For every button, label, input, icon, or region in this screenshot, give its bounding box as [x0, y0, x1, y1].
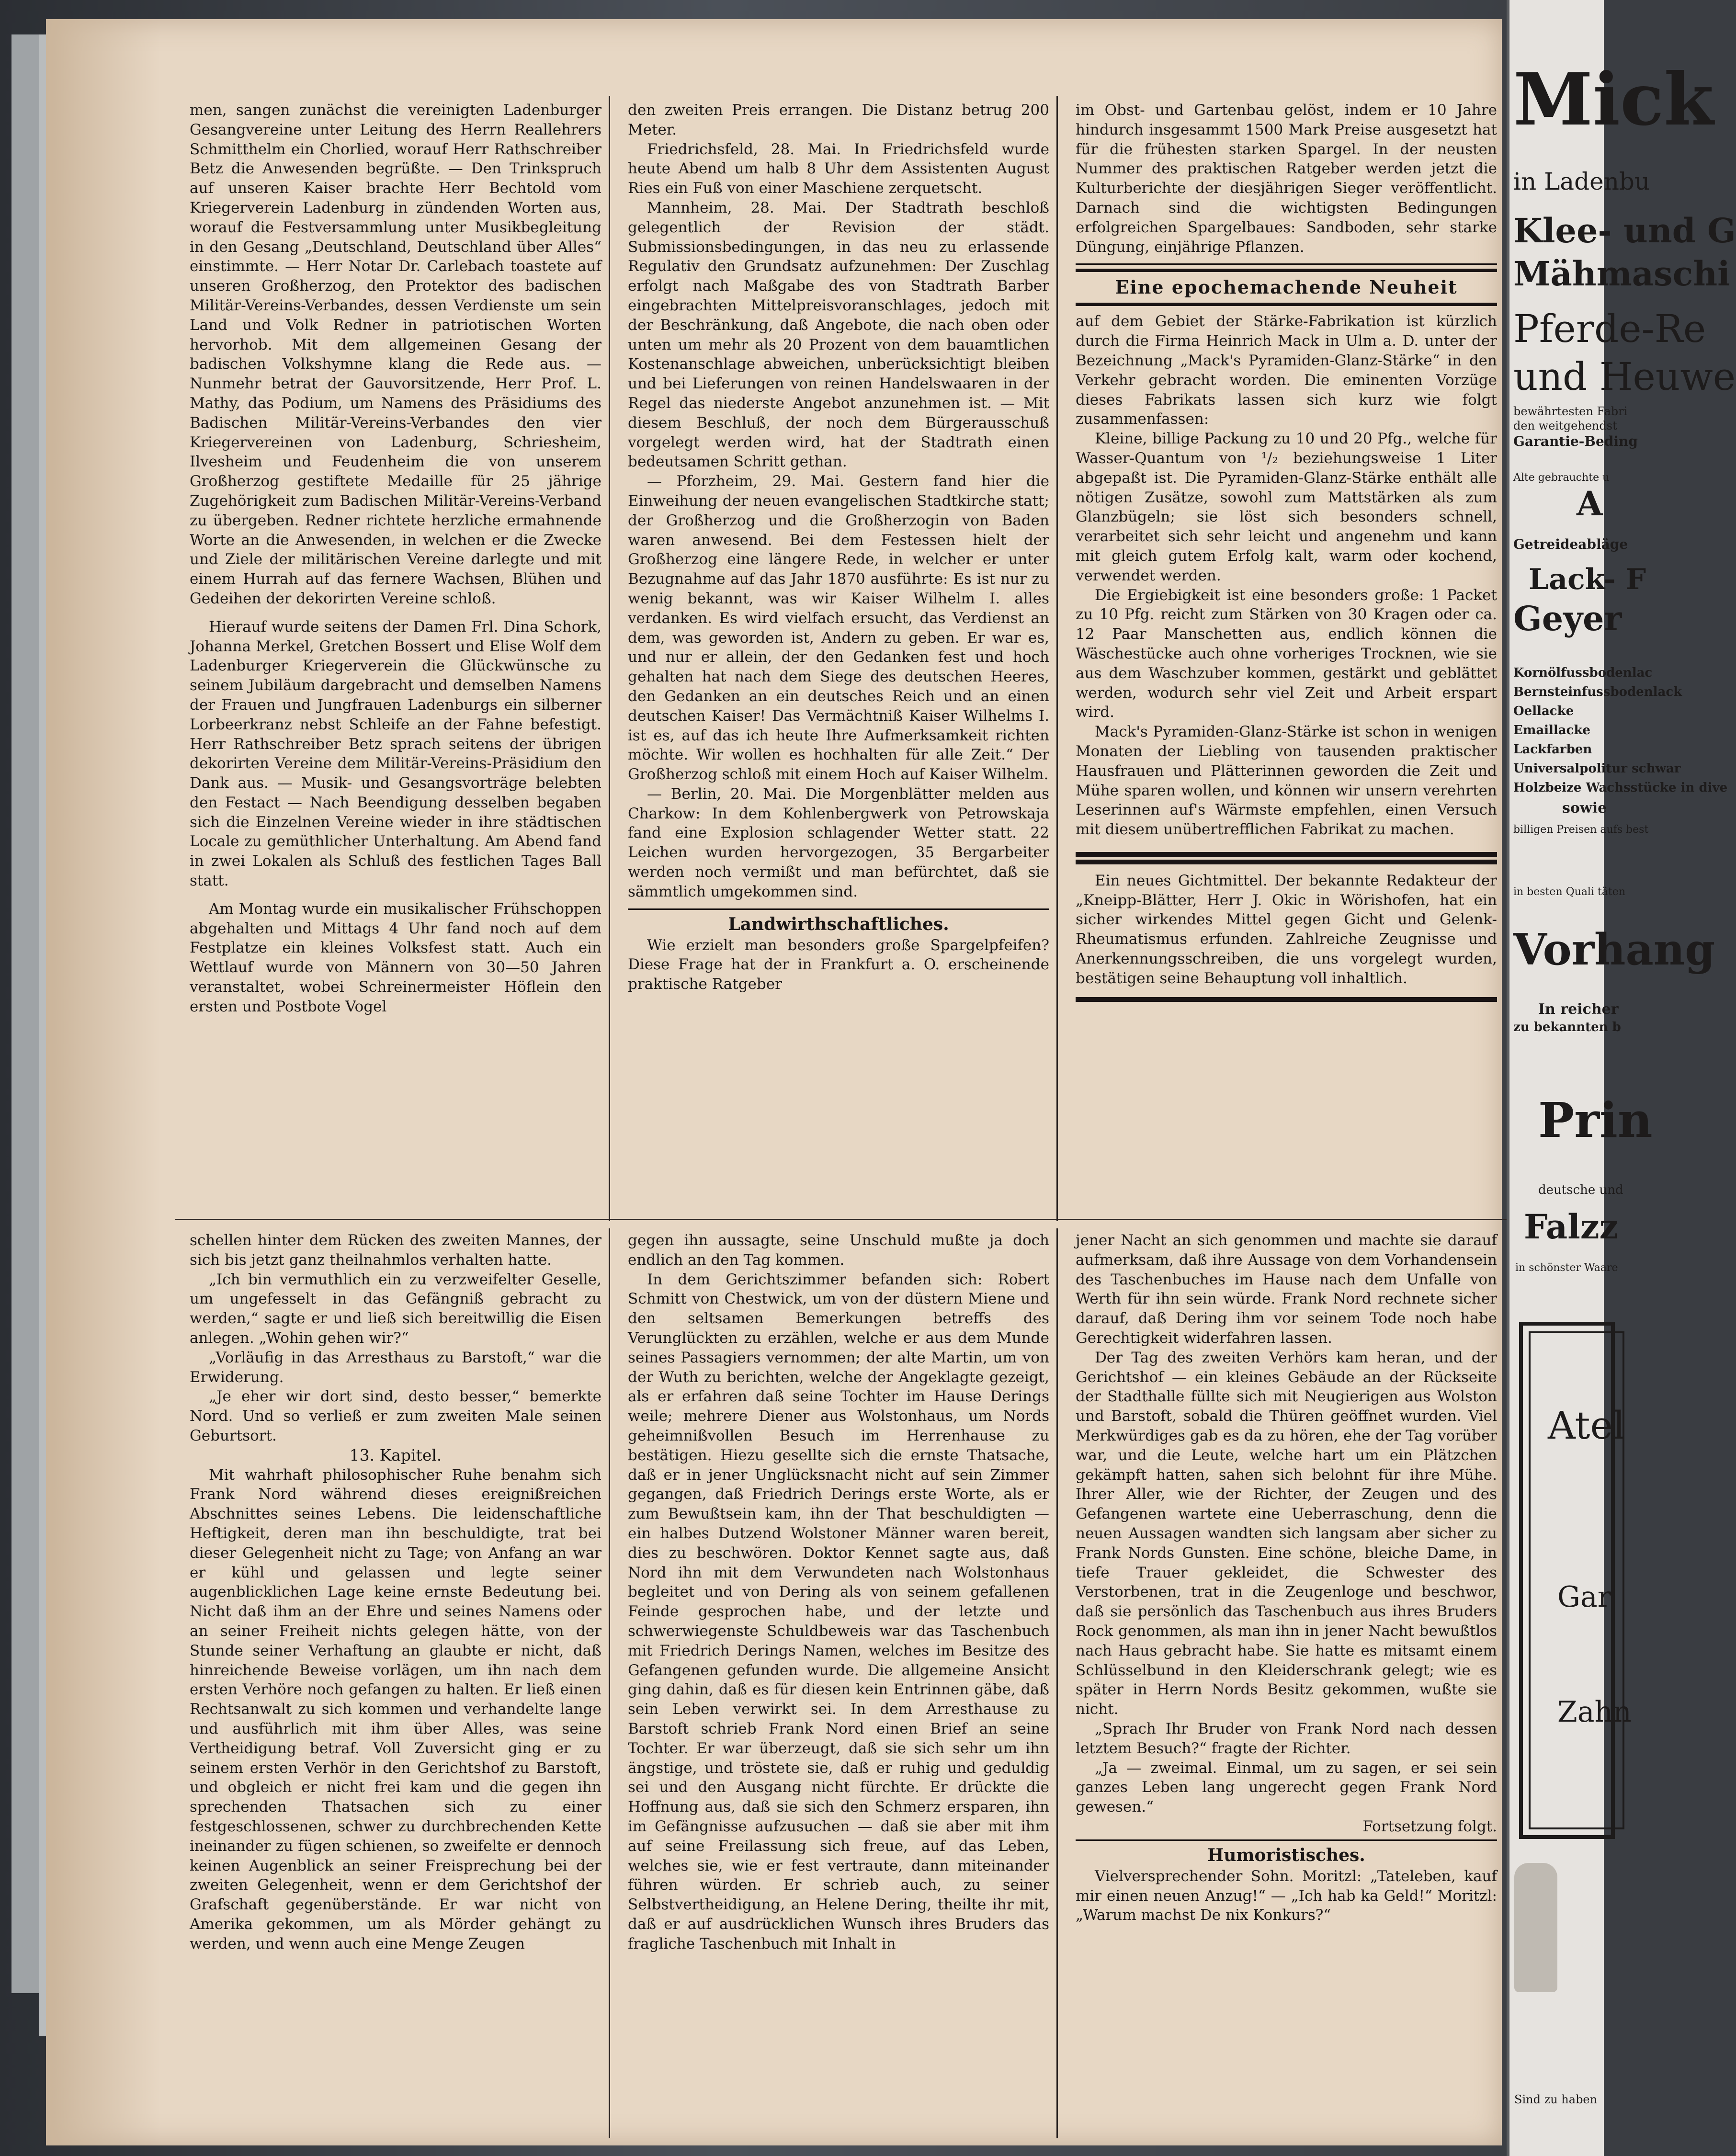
ad-line: Bernsteinfussbodenlack: [1513, 685, 1682, 699]
lower-column-1: [190, 1231, 601, 2131]
column-rule: [1056, 1228, 1058, 2138]
ad-line: Mähmaschi: [1513, 254, 1730, 294]
paragraph: schellen hinter dem Rücken des zweiten Mannes, der sich bis jetzt ganz theilnahmlos verhalten hatte.: [190, 1232, 601, 1269]
ad-line: Vorhang: [1513, 924, 1715, 975]
corset-illustration: [1514, 1863, 1557, 1992]
paragraph: „Ja — zweimal. Einmal, um zu sagen, er sei sein ganzes Leben lang ungerecht gegen Frank Nord gewesen.“: [1076, 1759, 1497, 1816]
ad-line: deutsche und: [1538, 1183, 1623, 1197]
chapter-heading: 13. Kapitel.: [349, 1445, 442, 1464]
advert-heading: Eine epochemachende Neuheit: [1076, 269, 1497, 306]
ad-line: Gar: [1557, 1580, 1611, 1614]
thick-rule: [1076, 997, 1497, 1002]
section-heading-humor: Humoristisches.: [1207, 1845, 1365, 1865]
ad-line: Sind zu haben: [1514, 2093, 1598, 2106]
ad-line: Zahn: [1557, 1695, 1632, 1729]
advert-text: auf dem Gebiet der Stärke-Fabrikation ist kürzlich durch die Firma Heinrich Mack in Ulm a. D. unter der Bezeichnung „Mack's Pyramiden-Glanz-Stärke“ in den Verkehr gebracht worden. Die eminenten Vorzüge dieses Fabrikats lassen sich kurz wie folgt zusammenfassen:: [1076, 313, 1497, 428]
ad-line: Lack- F: [1529, 563, 1646, 596]
upper-column-3: [1076, 101, 1497, 1219]
ad-line: und Heuwe: [1513, 354, 1736, 399]
ad-line: Holzbeize Wachsstücke in dive: [1513, 781, 1728, 795]
news-item: Mannheim, 28. Mai. Der Stadtrath beschloß gelegentlich der Revision der städt. Submissionsbedingungen, in das neu zu erlassende Regulativ den Grundsatz aufzunehmen: Der Zuschlag erfolgt nach Maßgabe des von Stadtrath Barber eingebrachten Mittelpreisvoranschlages, jedoch mit der Beschränkung, daß Angebote, die nach oben oder unten um mehr als 20 Prozent von dem bauamtlichen Kostenanschlage abweichen, unberücksichtigt bleiben und bei Lieferungen von reinen Handelswaaren in der Regel das niederste Angebot anzunehmen ist. — Mit diesem Beschluß, der noch dem Bürgerausschuß vorgelegt werden wird, hat der Stadtrath einen bedeutsamen Schritt gethan.: [628, 199, 1049, 471]
ad-line: Falzz: [1524, 1207, 1619, 1247]
paragraph: In dem Gerichtszimmer befanden sich: Robert Schmitt von Chestwick, um von der düstern Miene und den seltsamen Bemerkungen betreffs des Verunglückten zu erzählen, welche er aus dem Munde seines Passagiers vernommen; der alte Martin, um von der Wuth zu berichten, welche der Angeklagte gezeigt, als er erfahren daß seine Tochter im Hause Derings weile; mehrere Diener aus Wolstonhaus, um Nords geheimnißvollen Besuch im Herrenhause zu bestätigen. Hiezu gesellte sich die ernste Thatsache, daß er in jener Unglücksnacht nicht auf sein Zimmer gegangen, daß Friedrich Derings erste Worte, als er zum Bewußtsein kam, ihn der That beschuldigten — ein halbes Dutzend Wolstoner Männer waren bereit, dies zu beschwören. Doktor Kennet sagte aus, daß Nord ihn mit dem Verwundeten nach Wolstonhaus begleitet und von Dering als von seinem gefallenen Feinde gesprochen habe, und der letzte und schwerwiegenste Schuldbeweis war das Taschenbuch mit Friedrich Derings Namen, welches im Besitze des Gefangenen gefunden wurde. Die allgemeine Ansicht ging dahin, daß es für diesen kein Entrinnen gäbe, daß sein Leben verwirkt sei. In dem Arresthause zu Barstoft schrieb Frank Nord einen Brief an seine Tochter. Er war überzeugt, daß sie sich sehr um ihn ängstige, und tröstete sie, daß er ruhig und geduldig sei und den Ausgang nicht fürchte. Er drückte die Hoffnung aus, daß sie sich den Schmerz ersparen, ihn im Gefängnisse aufzusuchen — daß sie aber mit ihm auf seine Freilassung sich freue, auf das Leben, welches sie, wie er fest vertraute, dann miteinander führen würden. Er schrieb auch, zu seiner Selbstvertheidigung, an Helene Dering, theilte ihr mit, daß er auf ausdrücklichen Wunsch ihres Bruders das fragliche Taschenbuch mit Inhalt in: [628, 1271, 1049, 1952]
lower-column-2: [628, 1231, 1049, 2131]
ad-line: in schönster Waare: [1515, 1262, 1618, 1274]
rule: [628, 908, 1049, 910]
paragraph: im Obst- und Gartenbau gelöst, indem er 10 Jahre hindurch insgesammt 1500 Mark Preise ausgesetzt hat für die frühesten starken Spargel. In der neusten Nummer des praktischen Ratgeber werden jetzt die Kulturberichte der diesjährigen Sieger veröffentlicht. Darnach sind die wichtigsten Bedingungen erfolgreichen Spargelbaues: Sandboden, sehr starke Düngung, einjährige Pflanzen.: [1076, 102, 1497, 256]
binding-strip: [11, 34, 41, 1993]
news-item: Friedrichsfeld, 28. Mai. In Friedrichsfeld wurde heute Abend um halb 8 Uhr dem Assistenten August Ries ein Fuß von einer Maschiene zerquetscht.: [628, 140, 1049, 197]
column-rule: [1056, 96, 1058, 1221]
paragraph: den zweiten Preis errangen. Die Distanz betrug 200 Meter.: [628, 102, 1049, 138]
newspaper-page: [46, 19, 1502, 2145]
paragraph: Wie erzielt man besonders große Spargelpfeifen? Diese Frage hat der in Frankfurt a. O. erscheinende praktische Ratgeber: [628, 936, 1049, 993]
ad-title: Mick: [1513, 57, 1714, 142]
ad-line: in Ladenbu: [1513, 168, 1650, 195]
ad-line: Universalpolitur schwar: [1513, 761, 1681, 776]
ad-line: Pferde-Re: [1513, 306, 1706, 351]
paragraph: gegen ihn aussagte, seine Unschuld mußte ja doch endlich an den Tag kommen.: [628, 1232, 1049, 1269]
advert-text: Ein neues Gichtmittel. Der bekannte Redakteur der „Kneipp-Blätter, Herr J. Okic in Wörishofen, hat ein sicher wirkendes Mittel gegen Gicht und Gelenk-Rheumatismus erfunden. Zahlreiche Zeugnisse und Anerkennungsschreiben, die uns vorgelegt wurden, bestätigen seine Behauptung voll inhaltlich.: [1076, 872, 1497, 987]
adjacent-page-edge: [1507, 0, 1736, 2156]
ad-line: Alte gebrauchte u: [1513, 472, 1610, 484]
ad-line: zu bekannten b: [1513, 1020, 1621, 1034]
paragraph: men, sangen zunächst die vereinigten Ladenburger Gesangvereine unter Leitung des Herrn Reallehrers Schmitthelm ein Chorlied, worauf Herr Rathschreiber Betz die Anwesenden begrüßte. — Den Trinkspruch auf unseren Kaiser brachte Herr Bechtold vom Kriegerverein Ladenburg in zündenden Worten aus, worauf die Festversammlung unter Musikbegleitung in den Gesang „Deutschland, Deutschland über Alles“ einstimmte. — Herr Notar Dr. Carlebach toastete auf unseren Großherzog, den Protektor des badischen Militär-Vereins-Verbandes, dessen Verdienste um sein Land und Volk Redner in patriotischen Worten hervorhob. Mit dem allgemeinen Gesang der badischen Volkshymne klang die Rede aus. — Nunmehr betrat der Gauvorsitzende, Herr Prof. L. Mathy, das Podium, um Namens des Präsidiums des Badischen Militär-Vereins-Verbandes den vier Kriegervereinen von Ladenburg, Schriesheim, Ilvesheim und Feudenheim die von unserem Großherzog gestiftete Medaille für 25 jährige Zugehörigkeit zum Badischen Militär-Vereins-Verband zu übergeben. Redner richtete herzliche ermahnende Worte an die Anwesenden, in welchen er die Zwecke und Ziele der militärischen Vereine darlegte und mit einem Hurrah auf das fernere Wachsen, Blühen und Gedeihen der dekorirten Vereine schloß.: [190, 102, 601, 607]
ad-line: Lackfarben: [1513, 742, 1592, 757]
rule: [1076, 263, 1497, 265]
news-item: — Berlin, 20. Mai. Die Morgenblätter melden aus Charkow: In dem Kohlenbergwerk von Petrowskaja fand eine Explosion schlagender Wetter statt. 22 Leichen wurden hervorgezogen, 35 Bergarbeiter werden noch vermißt und man befürchtet, daß sie sämmtlich umgekommen sind.: [628, 785, 1049, 900]
paragraph: Vielversprechender Sohn. Moritzl: „Tateleben, kauf mir einen neuen Anzug!“ — „Ich hab ka Geld!“ Moritzl: „Warum machst De nix Konkurs?“: [1076, 1867, 1497, 1924]
thick-rule: [1076, 852, 1497, 857]
ad-line: sowie: [1562, 800, 1607, 817]
ad-line: Atel: [1548, 1403, 1625, 1448]
advert-text: Kleine, billige Packung zu 10 und 20 Pfg., welche für Wasser-Quantum von ¹/₂ beziehungsweise 1 Liter abgepaßt ist. Die Pyramiden-Glanz-Stärke enthält alle nötigen Zusätze, sowohl zum Mattstärken als zum Glanzbügeln; sie löst sich besonders schnell, verarbeitet sich sehr leicht und angenehm und kann mit gleich gutem Erfolg kalt, warm oder kochend, verwendet werden.: [1076, 430, 1497, 584]
paragraph: Der Tag des zweiten Verhörs kam heran, und der Gerichtshof — ein kleines Gebäude an der Rückseite der Stadthalle füllte sich mit Neugierigen aus Wolston und Barstoft, sobald die Thüren geöffnet wurden. Viel Merkwürdiges gab es da zu hören, ehe der Tag vorüber war, und die Leute, welche hart um ein Plätzchen gekämpft hatten, sahen sich belohnt für ihre Mühe. Ihrer Aller, wie der Richter, der Zeugen und des Gefangenen wartete eine Ueberraschung, denn die neuen Aussagen wandten sich langsam aber sicher zu Frank Nords Gunsten. Eine schöne, bleiche Dame, in tiefe Trauer gekleidet, die Schwester des Verstorbenen, trat in die Zeugenloge und beschwor, daß sie persönlich das Taschenbuch aus ihres Bruders Rock genommen, als man ihn in jener Nacht bewußtlos nach Haus gebracht habe. Sie hatte es mitsamt einem Schlüsselbund in den Kleiderschrank gelegt; wie es später in Herrn Nords Besitz gekommen, wußte sie nicht.: [1076, 1349, 1497, 1718]
paragraph: Mit wahrhaft philosophischer Ruhe benahm sich Frank Nord während dieses ereignißreichen Abschnittes seines Lebens. Die leidenschaftliche Heftigkeit, deren man ihn beschuldigte, trat bei dieser Gelegenheit nicht zu Tage; von Anfang an war er kühl und gelassen und legte seiner augenblicklichen Lage keine ernste Bedeutung bei. Nicht daß ihm an der Ehre und seines Namens oder an seiner Freiheit nichts gelegen hätte, von der Stunde seiner Verhaftung an glaubte er nicht, daß hinreichende Beweise vorlägen, um ihn nach dem ersten Verhöre noch gefangen zu halten. Er ließ einen Rechtsanwalt zu sich kommen und verhandelte lange und ausführlich mit ihm über Alles, was seine Vertheidigung betraf. Voll Zuversicht ging er zu seinem ersten Verhör in den Gerichtshof zu Barstoft, und obgleich er nicht frei kam und die gegen ihn sprechenden Thatsachen sich zu einer festgeschlossenen, schwer zu durchbrechenden Kette ineinander zu fügen schienen, so zweifelte er dennoch keinen Augenblick an seiner Freisprechung bei der zweiten Gelegenheit, wenn er dem Gerichtshof der Grafschaft gegenüberstände. Er war nicht von Amerika gekommen, um als Mörder gehängt zu werden, und wenn auch eine Menge Zeugen: [190, 1466, 601, 1952]
news-item: — Pforzheim, 29. Mai. Gestern fand hier die Einweihung der neuen evangelischen Stadtkirche statt; der Großherzog und die Großherzogin von Baden waren anwesend. Bei dem Festessen hielt der Großherzog eine längere Rede, in welcher er unter Bezugnahme auf das Jahr 1870 ausführte: Es ist nur zu wenig bekannt, was wir Kaiser Wilhelm I. alles verdanken. Es wird vielfach ersucht, das Verdienst an dem, was geworden ist, Andern zu geben. Er war es, und nur er allein, der den Gedanken fest und hoch gehalten hat nach dem Siege des deutschen Heeres, den Gedanken an ein deutsches Reich und an einen deutschen Kaiser! Das Vermächtniß Kaiser Wilhelms I. ist es, auf das ich heute Ihre Aufmerksamkeit richten möchte. Wir wollen es hochhalten für alle Zeit.“ Der Großherzog schloß mit einem Hoch auf Kaiser Wilhelm.: [628, 473, 1049, 783]
ad-line: Getreideabläge: [1513, 536, 1628, 552]
column-rule: [609, 1228, 610, 2138]
paragraph: jener Nacht an sich genommen und machte sie darauf aufmerksam, daß ihre Aussage von dem Vorhandensein des Taschenbuches im Hause nach dem Unfalle von Werth für ihn sein würde. Frank Nord rechnete sicher darauf, daß Dering ihm vor seinem Tode noch habe Gerechtigkeit widerfahren lassen.: [1076, 1232, 1497, 1347]
ad-line: Emaillacke: [1513, 723, 1591, 738]
column-rule: [609, 96, 610, 1221]
rule: [1076, 1839, 1497, 1841]
upper-column-2: [628, 101, 1049, 1219]
ad-line: Geyer: [1513, 599, 1622, 638]
continuation-note: Fortsetzung folgt.: [1362, 1817, 1497, 1835]
paragraph: Hierauf wurde seitens der Damen Frl. Dina Schork, Johanna Merkel, Gretchen Bossert und Elise Wolf dem Ladenburger Kriegerverein die Glückwünsche zu seinem Jubiläum dargebracht und demselben Namens der Frauen und Jungfrauen Ladenburgs ein silberner Lorbeerkranz nebst Schleife an der Fahne befestigt. Herr Rathschreiber Betz sprach seitens der übrigen dekorirten Vereine dem Militär-Vereins-Präsidium den Dank aus. — Musik- und Gesangsvorträge belebten den Festact — Nach Beendigung desselben begaben sich die Einzelnen Vereine wieder in ihre städtischen Locale zu gemüthlicher Unterhaltung. Am Abend fand in zwei Lokalen als Schluß des festlichen Tages Ball statt.: [190, 618, 601, 890]
ad-line: Klee- und G: [1513, 211, 1736, 250]
paragraph: „Vorläufig in das Arresthaus zu Barstoft,“ war die Erwiderung.: [190, 1349, 601, 1386]
section-heading-landwirthschaft: Landwirthschaftliches.: [728, 914, 949, 934]
ad-line: In reicher: [1538, 1001, 1619, 1018]
paragraph: „Sprach Ihr Bruder von Frank Nord nach dessen letztem Besuch?“ fragte der Richter.: [1076, 1720, 1497, 1757]
ad-line: in besten Quali täten: [1513, 886, 1625, 898]
upper-column-1: [190, 101, 601, 1219]
advert-text: Die Ergiebigkeit ist eine besonders große: 1 Packet zu 10 Pfg. reicht zum Stärken von 30 Kragen oder ca. 12 Paar Manschetten aus, endlich können die Wäschestücke auch ohne vorheriges Trocknen, wie sie aus dem Waschzuber kommen, gestärkt und geblättet werden, wodurch sehr viel Zeit und Arbeit erspart wird.: [1076, 586, 1497, 721]
ad-line: bewährtesten Fabri: [1513, 405, 1628, 418]
paragraph: „Ich bin vermuthlich ein zu verzweifelter Geselle, um ungefesselt in das Gefängniß gebracht zu werden,“ sagte er und ließ sich bereitwillig die Eisen anlegen. „Wohin gehen wir?“: [190, 1271, 601, 1347]
lower-column-3: [1076, 1231, 1497, 2131]
ad-line: Prin: [1538, 1092, 1653, 1148]
thick-rule: [1076, 860, 1497, 864]
ad-line: Garantie-Beding: [1513, 433, 1638, 449]
ad-line: Kornölfussbodenlac: [1513, 666, 1653, 680]
advert-text: Mack's Pyramiden-Glanz-Stärke ist schon in wenigen Monaten der Liebling von tausenden praktischer Hausfrauen und Plätterinnen geworden die Zeit und Mühe sparen wollen, und können wir unsern verehrten Leserinnen auf's Wärmste empfehlen, einen Versuch mit diesem unübertrefflichen Fabrikat zu machen.: [1076, 723, 1497, 839]
section-rule: [175, 1219, 1545, 1220]
ad-line: billigen Preisen aufs best: [1513, 824, 1649, 836]
ad-line: den weitgehendst: [1513, 419, 1617, 432]
ad-line: Oellacke: [1513, 704, 1574, 718]
paragraph: „Je eher wir dort sind, desto besser,“ bemerkte Nord. Und so verließ er zum zweiten Male seinen Geburtsort.: [190, 1388, 601, 1444]
ad-line: A: [1577, 484, 1603, 523]
paragraph: Am Montag wurde ein musikalischer Frühschoppen abgehalten und Mittags 4 Uhr fand noch auf dem Festplatze ein kleines Volksfest statt. Auch ein Wettlauf wurde von Männern von 30—50 Jahren veranstaltet, wobei Schreinermeister Höflein den ersten und Postbote Vogel: [190, 900, 601, 1015]
